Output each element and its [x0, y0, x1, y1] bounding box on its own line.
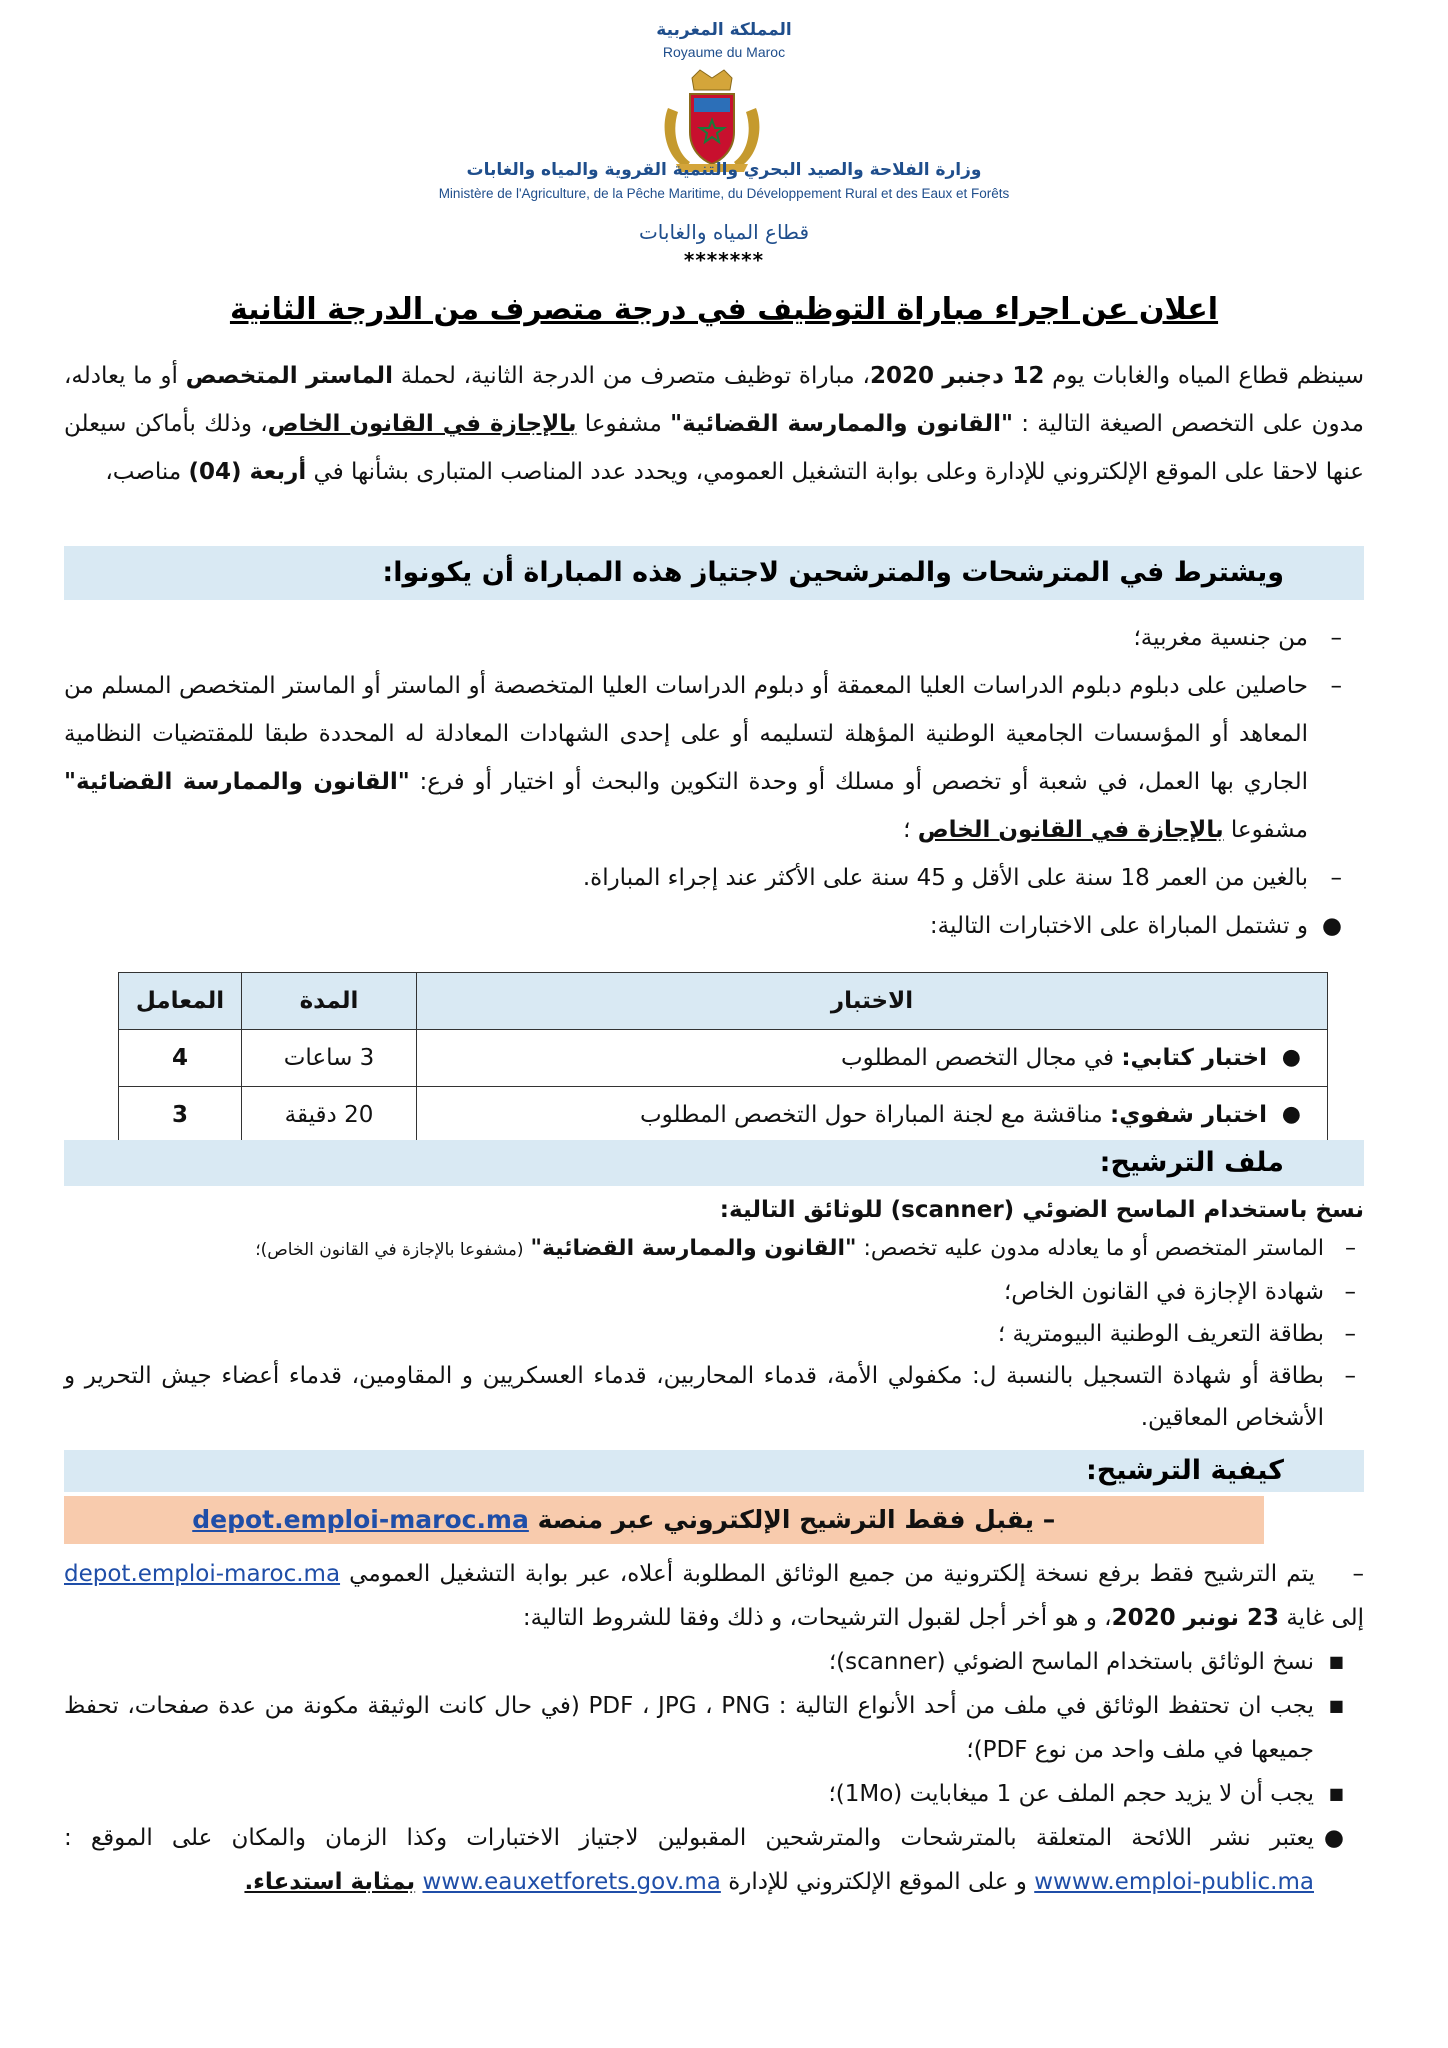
table-header-duration: المدة — [242, 973, 417, 1030]
list-item: – بطاقة التعريف الوطنية البيومترية ؛ — [997, 1321, 1356, 1347]
table-header-test: الاختبار — [417, 973, 1328, 1030]
file-heading-band — [64, 1140, 1364, 1186]
online-only-banner: – يقبل فقط الترشيح الإلكتروني عبر منصة depot.emploi-maroc.ma — [64, 1496, 1264, 1544]
procedure-section — [64, 1552, 1384, 1904]
eauxetforets-link[interactable]: www.eauxetforets.gov.ma — [422, 1869, 721, 1895]
separator-stars: ******* — [683, 248, 765, 272]
list-item: – بالغين من العمر 18 سنة على الأقل و 45 سنة على الأكثر عند إجراء المباراة. — [582, 865, 1342, 891]
table-header-coef: المعامل — [119, 973, 242, 1030]
announcement-title: اعلان عن اجراء مباراة التوظيف في درجة متصرف من الدرجة الثانية — [229, 292, 1219, 327]
platform-link[interactable]: depot.emploi-maroc.ma — [192, 1505, 529, 1534]
file-subheading: نسخ باستخدام الماسح الضوئي (scanner) للوثائق التالية: — [719, 1197, 1364, 1223]
table-row: ● اختبار كتابي: في مجال التخصص المطلوب 3 ساعات 4 — [119, 1030, 1328, 1087]
sector-name: قطاع المياه والغابات — [638, 220, 810, 244]
tests-table — [118, 972, 1328, 1144]
list-item: – الماستر المتخصص أو ما يعادله مدون عليه تخصص: "القانون والممارسة القضائية" (مشفوعا بالإجازة في القانون الخاص)؛ — [255, 1236, 1356, 1261]
conditions-heading: ويشترط في المترشحات والمترشحين لاجتياز هذه المباراة أن يكونوا: — [382, 557, 1284, 588]
ministry-arabic: وزارة الفلاحة والصيد البحري والتنمية القروية والمياه والغابات — [466, 160, 982, 180]
list-item: – حاصلين على دبلوم دبلوم الدراسات العليا المعمقة أو دبلوم الدراسات العليا المتخصصة أو الماستر أو الماستر المتخصص المسلم من المعاهد أو المؤسسات الجامعية الوطنية المؤهلة لتسليمه أو على إحدى الشهادات المعادلة له المحددة طبقا للمقتضيات النظامية الجاري بها العمل، في شعبة أو تخصص أو مسلك أو وحدة التكوين والبحث أو اختيار أو فرع: "القانون والممارسة القضائية" مشفوعا بالإجازة في القانون الخاص ؛ — [64, 673, 1342, 843]
emploi-public-link[interactable]: wwww.emploi-public.ma — [1034, 1869, 1314, 1895]
list-item: – شهادة الإجازة في القانون الخاص؛ — [1003, 1279, 1356, 1305]
file-documents-list — [64, 1228, 1364, 1439]
kingdom-french: Royaume du Maroc — [662, 44, 786, 60]
intro-paragraph: سينظم قطاع المياه والغابات يوم 12 دجنبر 2020، مباراة توظيف متصرف من الدرجة الثانية، لحملة الماستر المتخصص أو ما يعادله، مدون على التخصص الصيغة التالية : "القانون والممارسة القضائية" مشفوعا بالإجازة في القانون الخاص، وذلك بأماكن سيعلن عنها لاحقا على الموقع الإلكتروني للإدارة وعلى بوابة التشغيل العمومي، ويحدد عدد المناصب المتبارى بشأنها في أربعة (04) مناصب، — [64, 363, 1365, 485]
conditions-list — [64, 614, 1364, 950]
list-item: ● و تشتمل المباراة على الاختبارات التالية: — [929, 913, 1342, 939]
list-item: ■ نسخ الوثائق باستخدام الماسح الضوئي (scanner)؛ — [828, 1649, 1344, 1675]
howto-heading: كيفية الترشيح: — [1086, 1455, 1284, 1486]
ministry-french: Ministère de l'Agriculture, de la Pêche Maritime, du Développement Rural et des Eaux et Forêts — [438, 186, 1010, 201]
howto-heading-band — [64, 1450, 1364, 1492]
list-item: – من جنسية مغربية؛ — [1133, 625, 1342, 651]
list-item: ● يعتبر نشر اللائحة المتعلقة بالمترشحات والمترشحين المقبولين لاجتياز الاختبارات وكذا الزمان والمكان على الموقع : wwww.emploi-public.ma و على الموقع الإلكتروني للإدارة www.eauxetforets.gov.ma بمثابة استدعاء. — [64, 1825, 1344, 1895]
procedure-paragraph: – يتم الترشيح فقط برفع نسخة إلكترونية من جميع الوثائق المطلوبة أعلاه، عبر بوابة التشغيل العمومي depot.emploi-maroc.ma إلى غاية 23 نونبر 2020، و هو أخر أجل لقبول الترشيحات، و ذلك وفقا للشروط التالية: — [64, 1561, 1364, 1631]
conditions-heading-band — [64, 546, 1364, 600]
portal-link[interactable]: depot.emploi-maroc.ma — [64, 1561, 341, 1587]
kingdom-arabic: المملكة المغربية — [656, 20, 792, 40]
list-item: ■ يجب أن لا يزيد حجم الملف عن 1 ميغابايت (1Mo)؛ — [828, 1781, 1344, 1807]
table-row: ● اختبار شفوي: مناقشة مع لجنة المباراة حول التخصص المطلوب 20 دقيقة 3 — [119, 1087, 1328, 1144]
file-heading: ملف الترشيح: — [1099, 1147, 1284, 1178]
list-item: ■ يجب ان تحتفظ الوثائق في ملف من أحد الأنواع التالية : PDF ، JPG ، PNG (في حال كانت الوثيقة مكونة من عدة صفحات، تحفظ جميعها في ملف واحد من نوع PDF)؛ — [64, 1693, 1344, 1763]
list-item: – بطاقة أو شهادة التسجيل بالنسبة ل: مكفولي الأمة، قدماء المحاربين، قدماء العسكريين و المقاومين، قدماء أعضاء جيش التحرير و الأشخاص المعاقين. — [64, 1363, 1356, 1431]
